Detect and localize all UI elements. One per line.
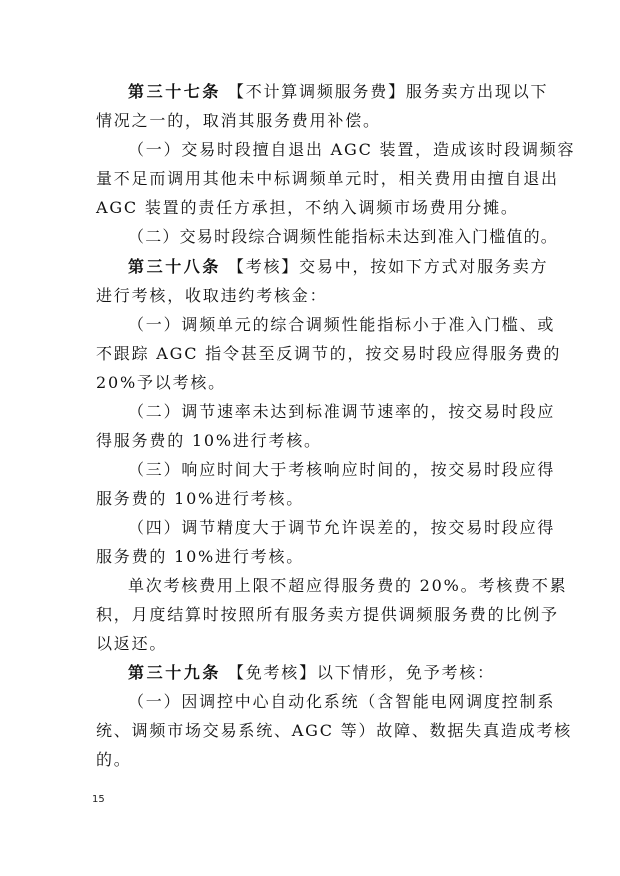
article-38-title: 第三十八条	[128, 257, 222, 276]
article-38-heading-text: 【考核】交易中，按如下方式对服务卖方	[227, 257, 549, 276]
article-38-note-line-3: 以返还。	[96, 634, 168, 653]
article-38-line-2: 进行考核，收取违约考核金：	[96, 286, 328, 305]
article-37-line-1	[128, 80, 564, 104]
article-37-item-2: （二）交易时段综合调频性能指标未达到准入门槛值的。	[128, 227, 559, 246]
page-number: 15	[92, 794, 105, 805]
article-38-item-4-line-1: （四）调节精度大于调节允许误差的，按交易时段应得	[128, 518, 556, 537]
article-37-item-1-line-1: （一）交易时段擅自退出 AGC 装置，造成该时段调频容	[128, 140, 576, 159]
article-38-item-3-line-1: （三）响应时间大于考核响应时间的，按交易时段应得	[128, 460, 556, 479]
article-37-item-1-line-2: 量不足而调用其他未中标调频单元时，相关费用由擅自退出	[96, 169, 559, 188]
article-37-title: 第三十七条	[128, 82, 222, 101]
article-38-line-1	[128, 255, 564, 279]
article-37-heading-text: 【不计算调频服务费】服务卖方出现以下	[227, 82, 549, 101]
article-38-item-1-line-3: 20%予以考核。	[96, 373, 226, 392]
article-37-item-1-line-3: AGC 装置的责任方承担，不纳入调频市场费用分摊。	[96, 198, 519, 217]
article-37-line-2: 情况之一的，取消其服务费用补偿。	[96, 111, 381, 130]
article-38-item-2-line-1: （二）调节速率未达到标准调节速率的，按交易时段应	[128, 402, 556, 421]
article-38-item-1-line-1: （一）调频单元的综合调频性能指标小于准入门槛、或	[128, 315, 556, 334]
article-39-item-1-line-2: 统、调频市场交易系统、AGC 等）故障、数据失真造成考核	[96, 721, 573, 740]
article-39-item-1-line-3: 的。	[96, 750, 132, 769]
article-38-item-1-line-2: 不跟踪 AGC 指令甚至反调节的，按交易时段应得服务费的	[96, 344, 562, 363]
article-39-item-1-line-1: （一）因调控中心自动化系统（含智能电网调度控制系	[128, 692, 556, 711]
article-38-note-line-1: 单次考核费用上限不超应得服务费的 20%。考核费不累	[128, 576, 568, 595]
article-38-item-4-line-2: 服务费的 10%进行考核。	[96, 547, 305, 566]
article-38-item-2-line-2: 得服务费的 10%进行考核。	[96, 431, 322, 450]
article-39-title: 第三十九条	[128, 663, 222, 682]
article-39-heading-text: 【免考核】以下情形，免予考核：	[227, 663, 495, 682]
article-38-note-line-2: 积，月度结算时按照所有服务卖方提供调频服务费的比例予	[96, 605, 559, 624]
article-38-item-3-line-2: 服务费的 10%进行考核。	[96, 489, 305, 508]
article-39-line-1	[128, 661, 564, 685]
